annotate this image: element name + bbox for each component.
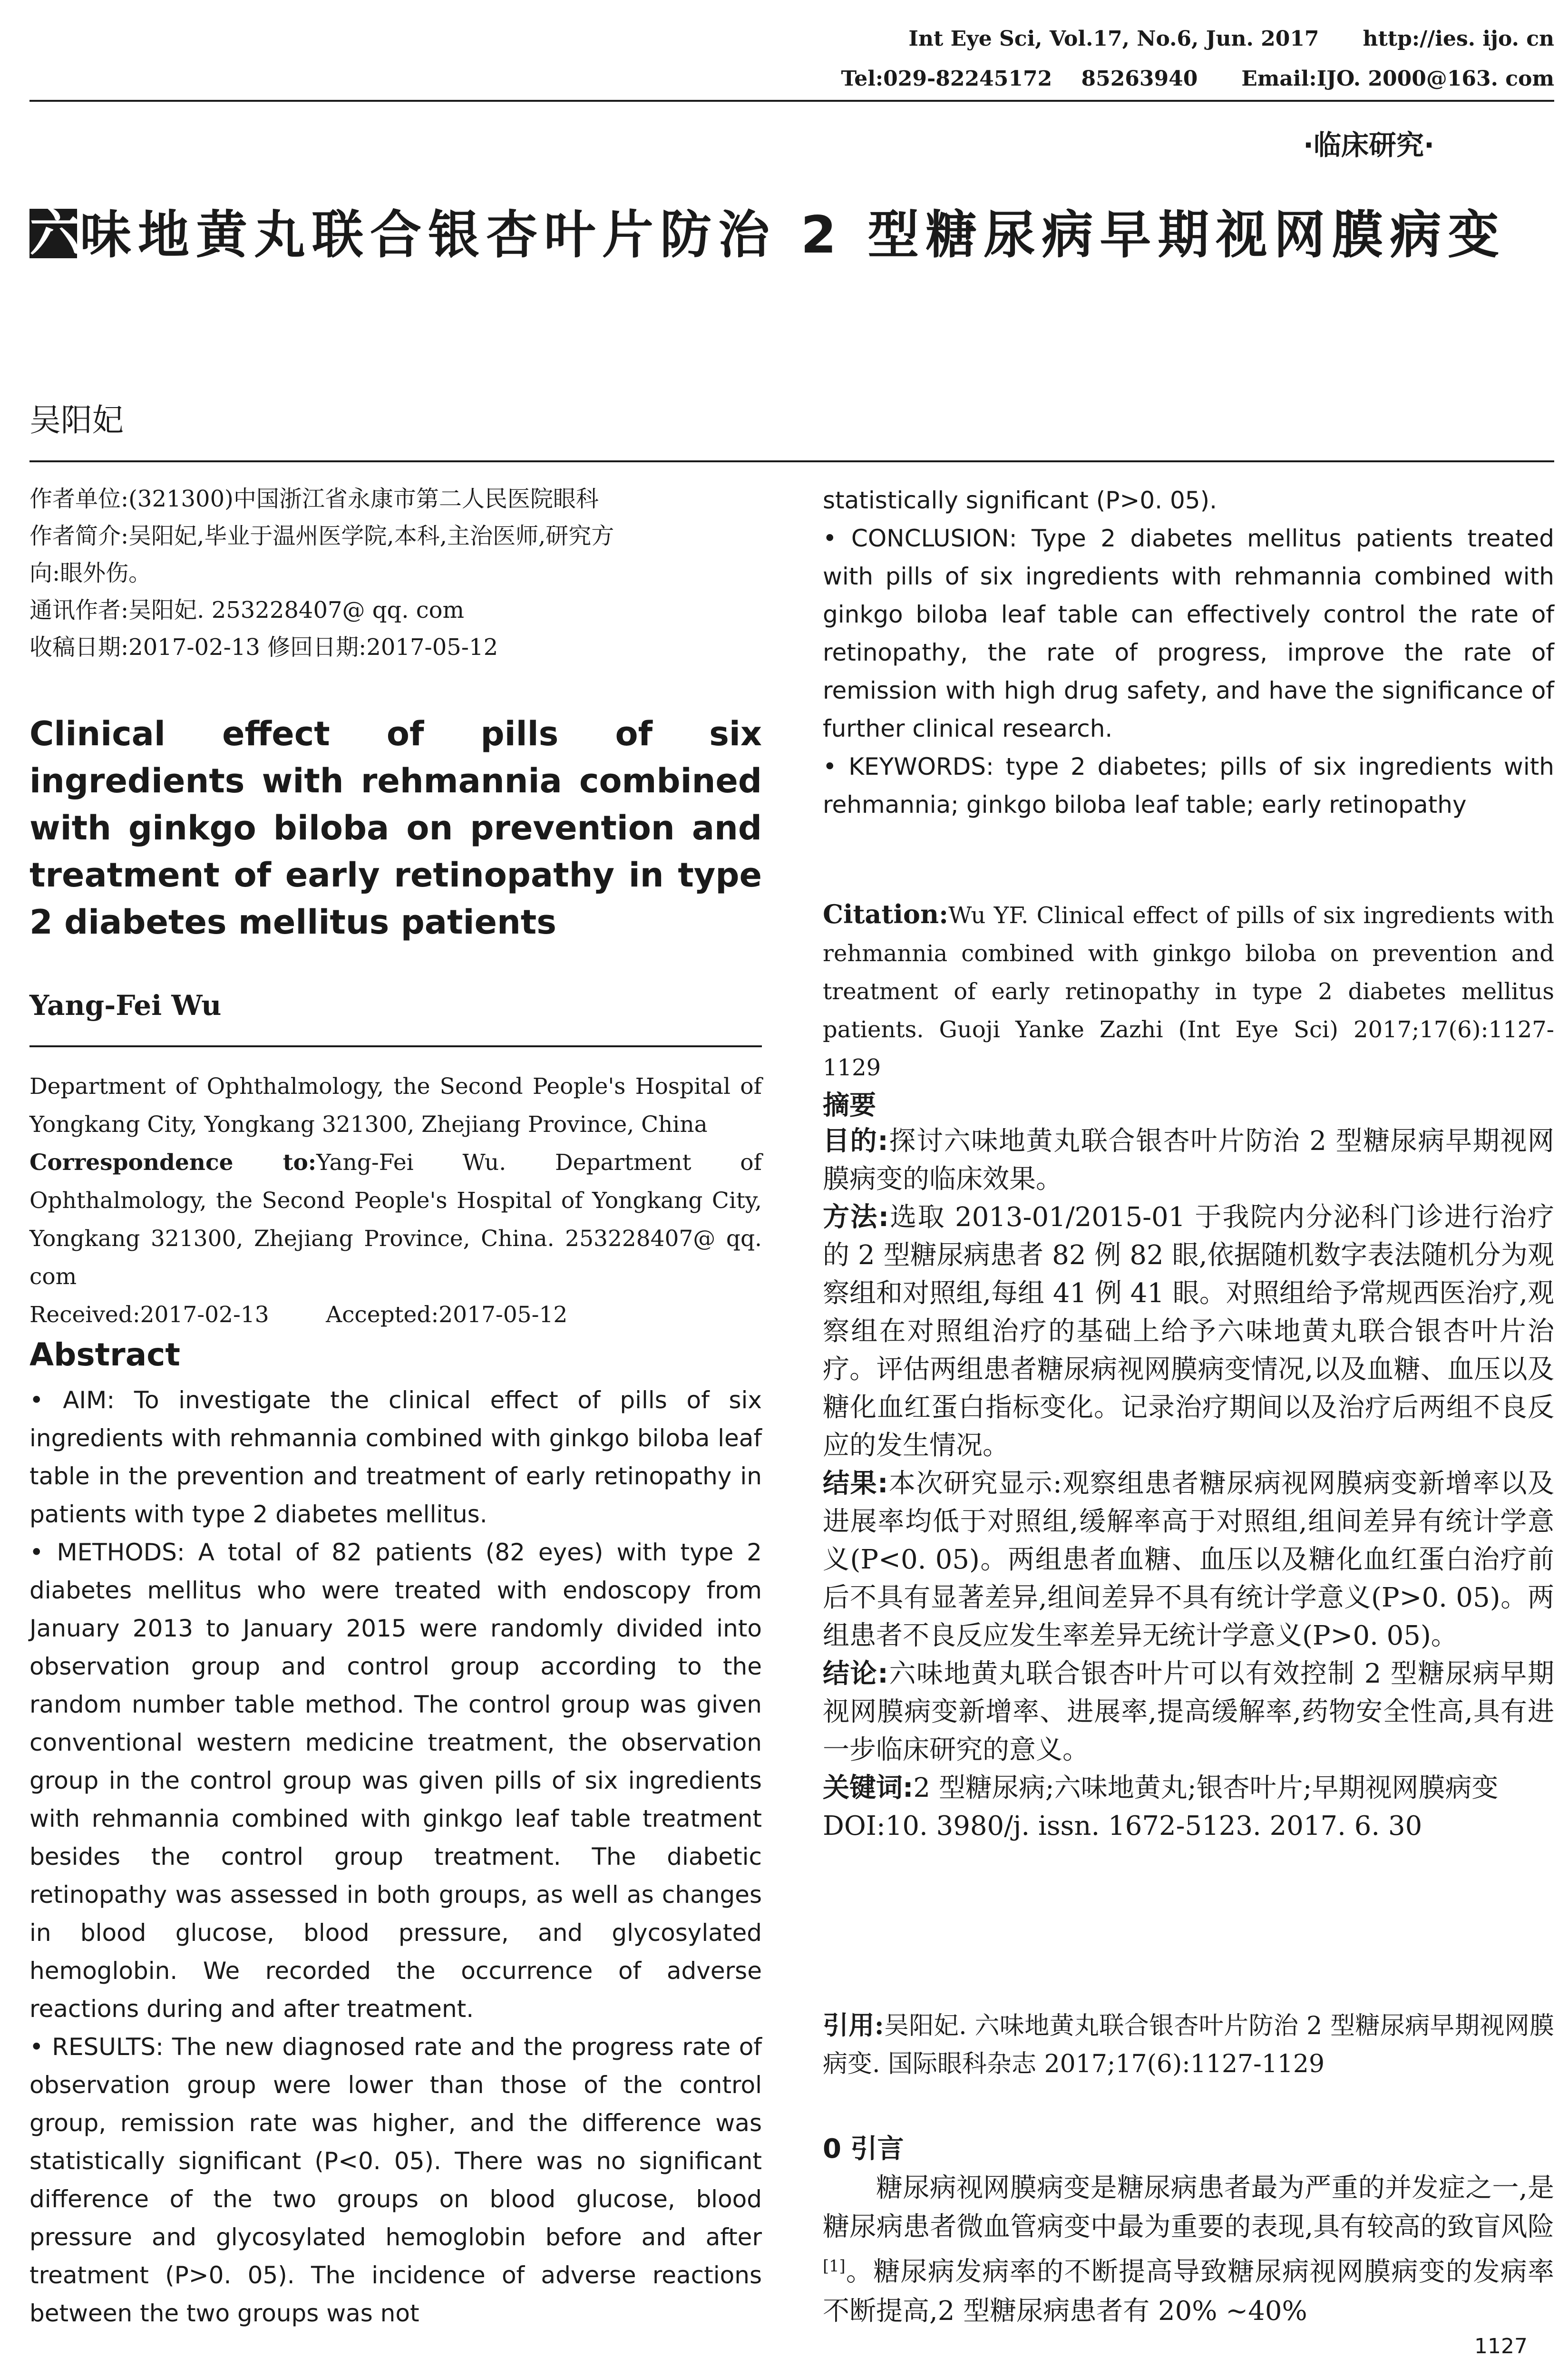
title-zh-drop-char: 六	[29, 204, 88, 263]
citation-en-text: Wu YF. Clinical effect of pills of six ingredients with rehmannia combined with ginkgo biloba on prevention and treatment of early retinopathy in type 2 diabetes mellitus patients. Guoji Yanke Zazhi (Int Eye Sci) 2017;17(6):1127-1129	[823, 902, 1554, 1081]
intro-text-b: 。糖尿病发病率的不断提高导致糖尿病视网膜病变的发病率不断提高,2 型糖尿病患者有 20% ~40%	[823, 2256, 1554, 2327]
abstract-zh-conclusion: 六味地黄丸联合银杏叶片可以有效控制 2 型糖尿病早期视网膜病变新增率、进展率,提高缓解率,药物安全性高,具有进一步临床研究的意义。	[823, 1658, 1554, 1765]
intro-ref-1: [1]	[823, 2257, 846, 2275]
meta-corresponding: 通讯作者:吴阳妃. 253228407@ qq. com	[29, 597, 465, 623]
doi: DOI:10. 3980/j. issn. 1672-5123. 2017. 6. 30	[823, 1811, 1422, 1841]
correspondence-text: Yang-Fei Wu. Department of Ophthalmology, the Second People's Hospital of Yongkang City, Yongkang 321300, Zhejiang Province, China. 253228407@ qq. com	[29, 1150, 762, 1290]
section-tag: ·临床研究·	[1303, 129, 1435, 161]
abstract-heading-zh: 摘要	[823, 1090, 876, 1121]
title-en: Clinical effect of pills of six ingredients with rehmannia combined with ginkgo biloba on prevention and treatment of early retinopathy in type 2 diabetes mellitus patients	[29, 714, 762, 942]
header-rule	[29, 100, 1554, 102]
abstract-conclusion: • CONCLUSION: Type 2 diabetes mellitus patients treated with pills of six ingredients with rehmannia combined with ginkgo biloba leaf table can effectively control the rate of retinopathy, the rate of progress, improve the rate of remission with high drug safety, and have the significance of further clinical research.	[823, 525, 1554, 742]
abstract-zh-results-label: 结果:	[823, 1468, 888, 1499]
page-number: 1127	[1474, 2334, 1528, 2358]
abstract-zh-aim: 探讨六味地黄丸联合银杏叶片防治 2 型糖尿病早期视网膜病变的临床效果。	[823, 1126, 1554, 1195]
author-rule	[29, 460, 1554, 462]
affiliation-dept: Department of Ophthalmology, the Second People's Hospital of Yongkang City, Yongkang 321300, Zhejiang Province, China	[29, 1073, 762, 1138]
author-en: Yang-Fei Wu	[29, 989, 222, 1022]
abstract-zh-keywords-label: 关键词:	[823, 1773, 914, 1803]
author-zh: 吴阳妃	[29, 402, 124, 438]
abstract-zh-results: 本次研究显示:观察组患者糖尿病视网膜病变新增率以及进展率均低于对照组,缓解率高于对照组,组间差异有统计学意义(P<0. 05)。两组患者血糖、血压以及糖化血红蛋白治疗前后不具有显著差异,组间差异不具有统计学意义(P>0. 05)。两组患者不良反应发生率差异无统计学意义(P>0. 05)。	[823, 1468, 1554, 1651]
abstract-en-right	[823, 481, 1554, 824]
affiliation-en	[29, 1068, 762, 1334]
abstract-heading-en: Abstract	[29, 1336, 180, 1373]
abstract-zh-methods-label: 方法:	[823, 1202, 889, 1233]
author-en-rule	[29, 1045, 762, 1047]
title-zh	[29, 200, 1566, 271]
citation-en-label: Citation:	[823, 899, 949, 929]
abstract-methods: • METHODS: A total of 82 patients (82 eyes) with type 2 diabetes mellitus who were treated with endoscopy from January 2013 to January 2015 were randomly divided into observation group and control group according to the random number table method. The control group was given conventional western medicine treatment, the observation group in the control group was given pills of six ingredients with rehmannia combined with ginkgo leaf table treatment besides the control group treatment. The diabetic retinopathy was assessed in both groups, as well as changes in blood glucose, blood pressure, and glycosylated hemoglobin. We recorded the occurrence of adverse reactions during and after treatment.	[29, 1539, 762, 2023]
intro-text-a: 糖尿病视网膜病变是糖尿病患者最为严重的并发症之一,是糖尿病患者微血管病变中最为重要的表现,具有较高的致盲风险	[823, 2172, 1554, 2242]
received-dates: Received:2017-02-13 Accepted:2017-05-12	[29, 1302, 568, 1328]
meta-bio-cont: 向:眼外伤。	[29, 560, 152, 586]
meta-dates: 收稿日期:2017-02-13 修回日期:2017-05-12	[29, 634, 498, 661]
abstract-zh	[823, 1122, 1554, 1845]
abstract-aim: • AIM: To investigate the clinical effect of pills of six ingredients with rehmannia combined with ginkgo biloba leaf table in the prevention and treatment of early retinopathy in patients with type 2 diabetes mellitus.	[29, 1386, 762, 1528]
abstract-results: • RESULTS: The new diagnosed rate and the progress rate of observation group were lower than those of the control group, remission rate was higher, and the difference was statistically significant (P<0. 05). There was no significant difference of the two groups on blood glucose, blood pressure and glycosylated hemoglobin before and after treatment (P>0. 05). The incidence of adverse reactions between the two groups was not	[29, 2033, 762, 2327]
citation-en	[823, 895, 1554, 1087]
journal-header-line-2: Tel:029-82245172 85263940 Email:IJO. 2000@163. com	[841, 67, 1554, 91]
abstract-zh-conclusion-label: 结论:	[823, 1658, 888, 1689]
abstract-keywords: • KEYWORDS: type 2 diabetes; pills of six ingredients with rehmannia; ginkgo biloba leaf table; early retinopathy	[823, 753, 1554, 818]
abstract-zh-aim-label: 目的:	[823, 1126, 888, 1157]
citation-zh	[823, 2006, 1554, 2083]
citation-zh-label: 引用:	[823, 2010, 884, 2040]
abstract-en-left	[29, 1381, 762, 2332]
abstract-zh-keywords: 2 型糖尿病;六味地黄丸;银杏叶片;早期视网膜病变	[913, 1773, 1499, 1803]
meta-affiliation: 作者单位:(321300)中国浙江省永康市第二人民医院眼科	[29, 486, 599, 512]
meta-zh	[29, 480, 757, 666]
intro-heading: 0 引言	[823, 2133, 904, 2164]
correspondence-label: Correspondence to:	[29, 1150, 317, 1176]
title-zh-text: 味地黄丸联合银杏叶片防治 2 型糖尿病早期视网膜病变	[80, 205, 1506, 265]
abstract-results-cont: statistically significant (P>0. 05).	[823, 487, 1217, 514]
citation-zh-text: 吴阳妃. 六味地黄丸联合银杏叶片防治 2 型糖尿病早期视网膜病变. 国际眼科杂志 2017;17(6):1127-1129	[823, 2012, 1555, 2078]
intro-body	[823, 2169, 1554, 2331]
abstract-zh-methods: 选取 2013-01/2015-01 于我院内分泌科门诊进行治疗的 2 型糖尿病患者 82 例 82 眼,依据随机数字表法随机分为观察组和对照组,每组 41 例 41 眼。对照组给予常规西医治疗,观察组在对照组治疗的基础上给予六味地黄丸联合银杏叶片治疗。评估两组患者糖尿病视网膜病变情况,以及血糖、血压以及糖化血红蛋白指标变化。记录治疗期间以及治疗后两组不良反应的发生情况。	[823, 1202, 1554, 1461]
meta-bio: 作者简介:吴阳妃,毕业于温州医学院,本科,主治医师,研究方	[29, 523, 614, 549]
journal-header-line-1: Int Eye Sci, Vol.17, No.6, Jun. 2017 http://ies. ijo. cn	[908, 27, 1554, 51]
